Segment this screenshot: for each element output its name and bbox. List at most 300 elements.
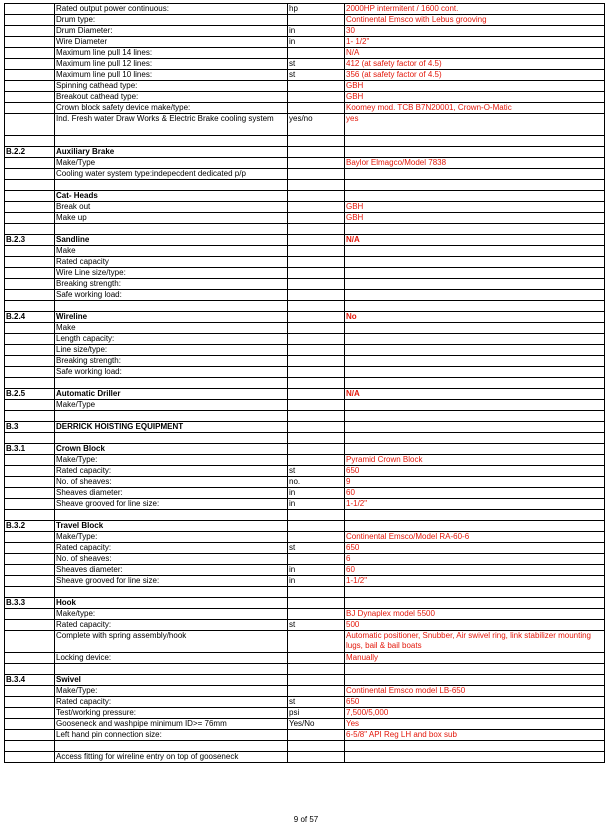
value-cell: Automatic positioner, Snubber, Air swivel ring, link stabilizer mounting lugs, bail & bail boats (345, 631, 605, 653)
unit-cell (288, 400, 345, 411)
unit-cell: st (288, 466, 345, 477)
section-number-cell (5, 59, 55, 70)
value-cell: 356 (at safety factor of 4.5) (345, 70, 605, 81)
description-cell: Maximum line pull 14 lines: (55, 48, 288, 59)
description-cell: Make (55, 323, 288, 334)
description-cell: Make/Type: (55, 686, 288, 697)
unit-cell (288, 587, 345, 598)
description-cell: Maximum line pull 12 lines: (55, 59, 288, 70)
section-number-cell (5, 334, 55, 345)
table-row (5, 191, 605, 202)
description-cell: No. of sheaves: (55, 554, 288, 565)
unit-cell: st (288, 620, 345, 631)
section-number-cell: B.3 (5, 422, 55, 433)
section-number-cell (5, 268, 55, 279)
section-number-cell (5, 433, 55, 444)
section-number-cell: B.2.2 (5, 147, 55, 158)
description-cell (55, 411, 288, 422)
table-row (5, 268, 605, 279)
description-cell: Spinning cathead type: (55, 81, 288, 92)
section-number-cell (5, 741, 55, 752)
value-cell: N/A (345, 389, 605, 400)
unit-cell (288, 554, 345, 565)
section-number-cell (5, 565, 55, 576)
description-cell: Ind. Fresh water Draw Works & Electric Brake cooling system (55, 114, 288, 136)
value-cell: 9 (345, 477, 605, 488)
table-row (5, 169, 605, 180)
section-number-cell (5, 730, 55, 741)
description-cell: Rated output power continuous: (55, 4, 288, 15)
section-number-cell (5, 653, 55, 664)
section-number-cell (5, 290, 55, 301)
unit-cell: hp (288, 4, 345, 15)
section-number-cell (5, 466, 55, 477)
table-row (5, 26, 605, 37)
description-cell: Safe working load: (55, 290, 288, 301)
section-number-cell (5, 202, 55, 213)
description-cell: Crown Block (55, 444, 288, 455)
table-row (5, 323, 605, 334)
spec-table-body (5, 4, 605, 763)
description-cell: Make/Type: (55, 455, 288, 466)
table-row (5, 554, 605, 565)
section-number-cell (5, 15, 55, 26)
section-number-cell: B.3.1 (5, 444, 55, 455)
unit-cell: psi (288, 708, 345, 719)
description-cell: Swivel (55, 675, 288, 686)
unit-cell: no. (288, 477, 345, 488)
table-row (5, 301, 605, 312)
value-cell: GBH (345, 81, 605, 92)
unit-cell (288, 334, 345, 345)
unit-cell (288, 510, 345, 521)
description-cell (55, 741, 288, 752)
value-cell (345, 433, 605, 444)
description-cell: DERRICK HOISTING EQUIPMENT (55, 422, 288, 433)
table-row (5, 543, 605, 554)
section-number-cell (5, 279, 55, 290)
table-row (5, 609, 605, 620)
description-cell: Travel Block (55, 521, 288, 532)
unit-cell: in (288, 488, 345, 499)
table-row (5, 235, 605, 246)
table-row (5, 103, 605, 114)
table-row (5, 532, 605, 543)
unit-cell: Yes/No (288, 719, 345, 730)
description-cell (55, 664, 288, 675)
unit-cell (288, 312, 345, 323)
unit-cell (288, 367, 345, 378)
section-number-cell (5, 136, 55, 147)
table-row (5, 576, 605, 587)
unit-cell: st (288, 697, 345, 708)
unit-cell (288, 224, 345, 235)
table-row (5, 59, 605, 70)
unit-cell: st (288, 59, 345, 70)
value-cell: 6-5/8" API Reg LH and box sub (345, 730, 605, 741)
unit-cell (288, 609, 345, 620)
table-row (5, 290, 605, 301)
table-row (5, 565, 605, 576)
section-number-cell (5, 213, 55, 224)
description-cell (55, 510, 288, 521)
description-cell: Drum type: (55, 15, 288, 26)
unit-cell (288, 257, 345, 268)
description-cell: Break out (55, 202, 288, 213)
section-number-cell: B.3.3 (5, 598, 55, 609)
section-number-cell (5, 158, 55, 169)
value-cell: 650 (345, 466, 605, 477)
value-cell (345, 323, 605, 334)
unit-cell (288, 631, 345, 653)
unit-cell (288, 653, 345, 664)
value-cell: No (345, 312, 605, 323)
table-row (5, 246, 605, 257)
value-cell (345, 268, 605, 279)
table-row (5, 411, 605, 422)
table-row (5, 620, 605, 631)
table-row (5, 367, 605, 378)
section-number-cell (5, 510, 55, 521)
section-number-cell (5, 697, 55, 708)
value-cell: 60 (345, 488, 605, 499)
value-cell: BJ Dynaplex model 5500 (345, 609, 605, 620)
description-cell: Sheave grooved for line size: (55, 576, 288, 587)
value-cell: 7,500/5,000 (345, 708, 605, 719)
description-cell: Wire Line size/type: (55, 268, 288, 279)
section-number-cell (5, 224, 55, 235)
unit-cell (288, 246, 345, 257)
section-number-cell (5, 455, 55, 466)
unit-cell (288, 279, 345, 290)
table-row (5, 81, 605, 92)
table-row (5, 510, 605, 521)
description-cell (55, 433, 288, 444)
section-number-cell: B.2.3 (5, 235, 55, 246)
table-row (5, 752, 605, 763)
table-row (5, 158, 605, 169)
value-cell: 2000HP intermitent / 1600 cont. (345, 4, 605, 15)
unit-cell: st (288, 70, 345, 81)
description-cell (55, 587, 288, 598)
unit-cell (288, 752, 345, 763)
table-row (5, 697, 605, 708)
description-cell: Gooseneck and washpipe minimum ID>= 76mm (55, 719, 288, 730)
table-row (5, 444, 605, 455)
section-number-cell (5, 752, 55, 763)
table-row (5, 719, 605, 730)
unit-cell (288, 81, 345, 92)
section-number-cell (5, 257, 55, 268)
description-cell: Breaking strength: (55, 356, 288, 367)
value-cell: N/A (345, 48, 605, 59)
description-cell (55, 136, 288, 147)
value-cell: 1- 1/2" (345, 37, 605, 48)
value-cell (345, 257, 605, 268)
unit-cell (288, 213, 345, 224)
section-number-cell (5, 169, 55, 180)
value-cell (345, 752, 605, 763)
table-row (5, 466, 605, 477)
unit-cell (288, 202, 345, 213)
unit-cell (288, 169, 345, 180)
section-number-cell (5, 686, 55, 697)
table-row (5, 631, 605, 653)
section-number-cell (5, 554, 55, 565)
value-cell: 412 (at safety factor of 4.5) (345, 59, 605, 70)
section-number-cell: B.2.4 (5, 312, 55, 323)
unit-cell (288, 389, 345, 400)
value-cell (345, 224, 605, 235)
section-number-cell (5, 411, 55, 422)
table-row (5, 180, 605, 191)
unit-cell (288, 92, 345, 103)
section-number-cell (5, 477, 55, 488)
description-cell: Rated capacity (55, 257, 288, 268)
value-cell (345, 675, 605, 686)
unit-cell (288, 598, 345, 609)
unit-cell (288, 521, 345, 532)
value-cell (345, 400, 605, 411)
value-cell (345, 246, 605, 257)
value-cell: GBH (345, 213, 605, 224)
description-cell: Safe working load: (55, 367, 288, 378)
table-row (5, 114, 605, 136)
value-cell: Continental Emsco/Model RA-60-6 (345, 532, 605, 543)
value-cell: GBH (345, 202, 605, 213)
description-cell: Sheave grooved for line size: (55, 499, 288, 510)
description-cell: Rated capacity: (55, 620, 288, 631)
unit-cell (288, 345, 345, 356)
section-number-cell (5, 103, 55, 114)
section-number-cell (5, 631, 55, 653)
description-cell: Length capacity: (55, 334, 288, 345)
value-cell: 650 (345, 543, 605, 554)
table-row (5, 202, 605, 213)
description-cell: Complete with spring assembly/hook (55, 631, 288, 653)
unit-cell: in (288, 565, 345, 576)
section-number-cell (5, 609, 55, 620)
table-row (5, 147, 605, 158)
value-cell (345, 587, 605, 598)
value-cell (345, 334, 605, 345)
unit-cell (288, 741, 345, 752)
table-row (5, 400, 605, 411)
section-number-cell (5, 92, 55, 103)
value-cell: Yes (345, 719, 605, 730)
section-number-cell (5, 576, 55, 587)
description-cell: Make/Type (55, 158, 288, 169)
value-cell: 6 (345, 554, 605, 565)
unit-cell: in (288, 26, 345, 37)
table-row (5, 730, 605, 741)
value-cell: 30 (345, 26, 605, 37)
unit-cell (288, 147, 345, 158)
section-number-cell (5, 543, 55, 554)
unit-cell (288, 378, 345, 389)
description-cell: Cooling water system type:indepecdent dedicated p/p (55, 169, 288, 180)
value-cell: Koomey mod. TCB B7N20001, Crown-O-Matic (345, 103, 605, 114)
description-cell: Crown block safety device make/type: (55, 103, 288, 114)
value-cell (345, 356, 605, 367)
value-cell (345, 741, 605, 752)
value-cell: 1-1/2" (345, 499, 605, 510)
unit-cell (288, 730, 345, 741)
table-row (5, 675, 605, 686)
table-row (5, 433, 605, 444)
unit-cell (288, 235, 345, 246)
unit-cell (288, 444, 345, 455)
value-cell (345, 598, 605, 609)
unit-cell: st (288, 543, 345, 554)
table-row (5, 488, 605, 499)
description-cell (55, 378, 288, 389)
description-cell: Make/Type: (55, 532, 288, 543)
table-row (5, 686, 605, 697)
unit-cell: in (288, 37, 345, 48)
table-row (5, 653, 605, 664)
description-cell: Make (55, 246, 288, 257)
value-cell: 650 (345, 697, 605, 708)
unit-cell (288, 411, 345, 422)
description-cell: Maximum line pull 10 lines: (55, 70, 288, 81)
table-row (5, 213, 605, 224)
value-cell: Pyramid Crown Block (345, 455, 605, 466)
section-number-cell (5, 180, 55, 191)
description-cell: Sheaves diameter: (55, 488, 288, 499)
unit-cell: yes/no (288, 114, 345, 136)
value-cell (345, 191, 605, 202)
value-cell: yes (345, 114, 605, 136)
table-row (5, 345, 605, 356)
table-row (5, 37, 605, 48)
unit-cell (288, 664, 345, 675)
section-number-cell (5, 323, 55, 334)
page-number: 9 of 57 (293, 815, 319, 824)
value-cell (345, 367, 605, 378)
table-row (5, 257, 605, 268)
description-cell: Drum Diameter: (55, 26, 288, 37)
table-row (5, 587, 605, 598)
table-row (5, 598, 605, 609)
table-row (5, 224, 605, 235)
description-cell (55, 301, 288, 312)
value-cell (345, 180, 605, 191)
value-cell: Baylor Elmagco/Model 7838 (345, 158, 605, 169)
description-cell: Breaking strength: (55, 279, 288, 290)
table-row (5, 4, 605, 15)
value-cell: Manually (345, 653, 605, 664)
section-number-cell (5, 367, 55, 378)
description-cell: Rated capacity: (55, 543, 288, 554)
section-number-cell (5, 356, 55, 367)
unit-cell (288, 356, 345, 367)
section-number-cell (5, 4, 55, 15)
table-row (5, 389, 605, 400)
unit-cell (288, 136, 345, 147)
table-row (5, 499, 605, 510)
unit-cell (288, 422, 345, 433)
unit-cell: in (288, 499, 345, 510)
table-row (5, 48, 605, 59)
section-number-cell (5, 48, 55, 59)
section-number-cell (5, 114, 55, 136)
description-cell: Cat- Heads (55, 191, 288, 202)
value-cell (345, 147, 605, 158)
description-cell: Auxiliary Brake (55, 147, 288, 158)
unit-cell (288, 268, 345, 279)
section-number-cell (5, 70, 55, 81)
section-number-cell (5, 708, 55, 719)
unit-cell (288, 191, 345, 202)
value-cell: Continental Emsco model LB-650 (345, 686, 605, 697)
value-cell (345, 510, 605, 521)
section-number-cell (5, 191, 55, 202)
unit-cell (288, 686, 345, 697)
unit-cell (288, 15, 345, 26)
section-number-cell (5, 400, 55, 411)
unit-cell (288, 301, 345, 312)
table-row (5, 15, 605, 26)
section-number-cell: B.2.5 (5, 389, 55, 400)
table-row (5, 422, 605, 433)
unit-cell (288, 323, 345, 334)
table-row (5, 455, 605, 466)
section-number-cell: B.3.4 (5, 675, 55, 686)
description-cell: Make/type: (55, 609, 288, 620)
value-cell: Continental Emsco with Lebus grooving (345, 15, 605, 26)
equipment-spec-table (4, 3, 605, 763)
value-cell (345, 444, 605, 455)
table-row (5, 70, 605, 81)
description-cell: Access fitting for wireline entry on top of gooseneck (55, 752, 288, 763)
section-number-cell (5, 664, 55, 675)
value-cell (345, 411, 605, 422)
section-number-cell (5, 587, 55, 598)
table-row (5, 334, 605, 345)
value-cell (345, 301, 605, 312)
table-row (5, 708, 605, 719)
description-cell (55, 180, 288, 191)
unit-cell (288, 433, 345, 444)
unit-cell (288, 532, 345, 543)
unit-cell (288, 455, 345, 466)
description-cell: No. of sheaves: (55, 477, 288, 488)
table-row (5, 521, 605, 532)
section-number-cell (5, 488, 55, 499)
description-cell: Wireline (55, 312, 288, 323)
section-number-cell (5, 345, 55, 356)
table-row (5, 477, 605, 488)
unit-cell (288, 675, 345, 686)
unit-cell (288, 290, 345, 301)
value-cell: 1-1/2" (345, 576, 605, 587)
spec-sheet (4, 3, 604, 763)
section-number-cell (5, 301, 55, 312)
description-cell: Make/Type (55, 400, 288, 411)
value-cell (345, 664, 605, 675)
description-cell: Rated capacity: (55, 466, 288, 477)
section-number-cell (5, 37, 55, 48)
section-number-cell (5, 246, 55, 257)
value-cell (345, 345, 605, 356)
value-cell (345, 290, 605, 301)
section-number-cell (5, 26, 55, 37)
table-row (5, 664, 605, 675)
description-cell: Left hand pin connection size: (55, 730, 288, 741)
value-cell: 60 (345, 565, 605, 576)
table-row (5, 741, 605, 752)
